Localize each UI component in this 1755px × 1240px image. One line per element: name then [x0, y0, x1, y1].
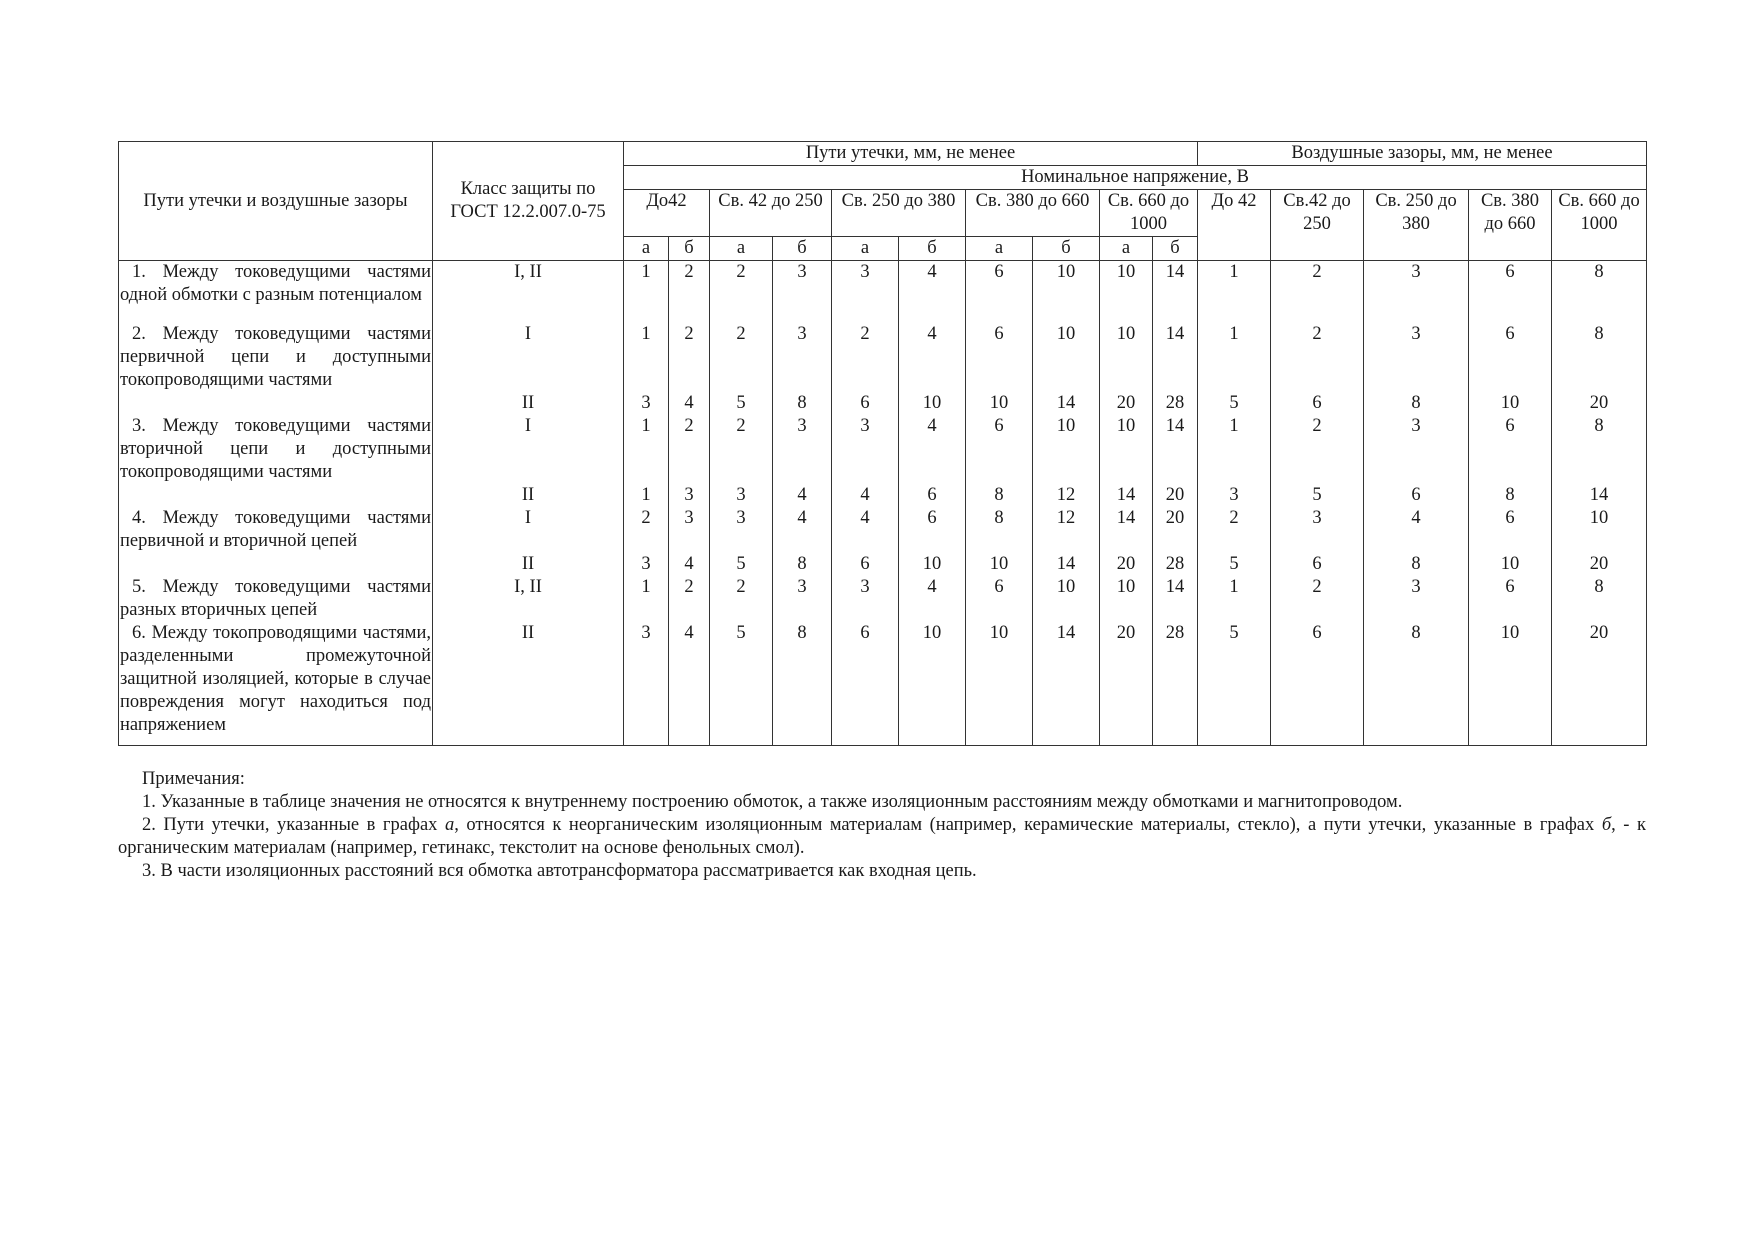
- value-cell: 3: [773, 323, 832, 392]
- row-description: [119, 576, 433, 622]
- value-cell: 2: [669, 576, 710, 622]
- value-cell: 14: [1100, 484, 1153, 507]
- value-cell: 3: [773, 576, 832, 622]
- value-cell: 10: [1100, 261, 1153, 323]
- value-cell: 2: [710, 323, 773, 392]
- row-protection-class: II: [433, 553, 624, 576]
- value-cell: 8: [1552, 415, 1647, 484]
- value-cell: 14: [1153, 576, 1198, 622]
- row-description: [119, 484, 433, 507]
- value-cell: 4: [899, 261, 966, 323]
- value-cell: 2: [1271, 261, 1364, 323]
- value-cell: 14: [1033, 622, 1100, 746]
- value-cell: 4: [899, 323, 966, 392]
- value-cell: 20: [1100, 392, 1153, 415]
- value-cell: 5: [710, 622, 773, 746]
- sub-col-b: б: [669, 237, 710, 261]
- value-cell: 10: [1469, 392, 1552, 415]
- value-cell: 4: [669, 553, 710, 576]
- value-cell: 6: [1271, 553, 1364, 576]
- value-cell: 8: [773, 392, 832, 415]
- value-cell: 28: [1153, 553, 1198, 576]
- table-row: [119, 415, 1647, 484]
- sub-col-b: б: [773, 237, 832, 261]
- value-cell: 3: [624, 553, 669, 576]
- value-cell: 2: [624, 507, 669, 553]
- value-cell: 6: [966, 261, 1033, 323]
- clearance-voltage-0: До 42: [1198, 190, 1271, 261]
- value-cell: 14: [1552, 484, 1647, 507]
- table-row: [119, 261, 1647, 323]
- header-creepage: Пути утечки, мм, не менее: [624, 142, 1198, 166]
- value-cell: 8: [966, 507, 1033, 553]
- value-cell: 10: [899, 392, 966, 415]
- value-cell: 1: [624, 415, 669, 484]
- value-cell: 10: [1552, 507, 1647, 553]
- value-cell: 1: [1198, 576, 1271, 622]
- note-2-italic-b: б: [1601, 815, 1612, 835]
- value-cell: 6: [899, 507, 966, 553]
- value-cell: 5: [710, 553, 773, 576]
- table-row: [119, 553, 1647, 576]
- value-cell: 8: [1552, 323, 1647, 392]
- note-2: [118, 814, 1646, 860]
- value-cell: 5: [1198, 553, 1271, 576]
- value-cell: 2: [710, 415, 773, 484]
- value-cell: 2: [1271, 576, 1364, 622]
- value-cell: 10: [1100, 323, 1153, 392]
- note-2-part-b: , относятся к неорганическим изоляционным материалам (например, керамические материалы, стекло), а пути утечки, указанные в графах: [454, 815, 1602, 835]
- row-description: [119, 622, 433, 746]
- value-cell: 20: [1552, 622, 1647, 746]
- row-description: [119, 507, 433, 553]
- value-cell: 10: [966, 622, 1033, 746]
- insulation-distances-table: [118, 141, 1647, 746]
- value-cell: 1: [624, 261, 669, 323]
- value-cell: 20: [1552, 392, 1647, 415]
- value-cell: 10: [899, 622, 966, 746]
- value-cell: 10: [1469, 622, 1552, 746]
- table-row: [119, 576, 1647, 622]
- value-cell: 3: [669, 484, 710, 507]
- clearance-voltage-3: Св. 380 до 660: [1469, 190, 1552, 261]
- value-cell: 5: [710, 392, 773, 415]
- value-cell: 8: [1469, 484, 1552, 507]
- value-cell: 3: [773, 261, 832, 323]
- note-2-part-c: , - к органическим материалам (например, гетинакс, текстолит на основе фенольных смол).: [118, 815, 1646, 858]
- value-cell: 10: [1033, 415, 1100, 484]
- document-page: [118, 141, 1646, 883]
- value-cell: 10: [966, 392, 1033, 415]
- value-cell: 14: [1153, 415, 1198, 484]
- row-description-text: 6. Между токопроводящими частями, разделенными промежуточной защитной изоляцией, которые в случае повреждения могут находиться под напряжением: [120, 622, 431, 735]
- row-description: [119, 415, 433, 484]
- value-cell: 6: [1469, 507, 1552, 553]
- sub-col-b: б: [1153, 237, 1198, 261]
- value-cell: 2: [669, 415, 710, 484]
- value-cell: 6: [1364, 484, 1469, 507]
- value-cell: 1: [624, 323, 669, 392]
- value-cell: 1: [1198, 415, 1271, 484]
- note-2-part-a: 2. Пути утечки, указанные в графах: [142, 815, 445, 835]
- row-description-text: 3. Между токоведущими частями вторичной цепи и доступными токопроводящими частями: [120, 415, 431, 482]
- header-clearance: Воздушные зазоры, мм, не менее: [1198, 142, 1647, 166]
- sub-col-a: а: [710, 237, 773, 261]
- value-cell: 6: [832, 553, 899, 576]
- row-description: [119, 323, 433, 392]
- value-cell: 4: [832, 507, 899, 553]
- value-cell: 4: [773, 507, 832, 553]
- value-cell: 8: [773, 553, 832, 576]
- value-cell: 3: [624, 622, 669, 746]
- value-cell: 6: [832, 622, 899, 746]
- row-protection-class: I, II: [433, 261, 624, 323]
- header-protection-class: Класс защиты по ГОСТ 12.2.007.0-75: [433, 142, 624, 261]
- value-cell: 3: [710, 484, 773, 507]
- table-row: [119, 622, 1647, 746]
- value-cell: 10: [1033, 576, 1100, 622]
- row-protection-class: II: [433, 392, 624, 415]
- value-cell: 3: [773, 415, 832, 484]
- value-cell: 3: [1364, 261, 1469, 323]
- row-protection-class: I, II: [433, 576, 624, 622]
- value-cell: 3: [832, 415, 899, 484]
- value-cell: 8: [1364, 622, 1469, 746]
- row-protection-class: II: [433, 484, 624, 507]
- value-cell: 8: [1552, 261, 1647, 323]
- value-cell: 6: [966, 576, 1033, 622]
- row-description-text: 1. Между токоведущими частями одной обмотки с разным потенциалом: [120, 262, 431, 305]
- value-cell: 2: [1271, 323, 1364, 392]
- value-cell: 20: [1153, 484, 1198, 507]
- value-cell: 2: [710, 261, 773, 323]
- row-description-text: 2. Между токоведущими частями первичной цепи и доступными токопроводящими частями: [120, 323, 431, 390]
- row-protection-class: I: [433, 507, 624, 553]
- value-cell: 4: [773, 484, 832, 507]
- value-cell: 28: [1153, 622, 1198, 746]
- row-description: [119, 392, 433, 415]
- value-cell: 3: [1271, 507, 1364, 553]
- value-cell: 5: [1198, 622, 1271, 746]
- value-cell: 5: [1271, 484, 1364, 507]
- value-cell: 6: [1469, 576, 1552, 622]
- value-cell: 6: [832, 392, 899, 415]
- value-cell: 3: [1364, 576, 1469, 622]
- value-cell: 6: [966, 323, 1033, 392]
- notes-title: Примечания:: [142, 769, 245, 789]
- value-cell: 3: [710, 507, 773, 553]
- creepage-voltage-2: Св. 250 до 380: [832, 190, 966, 237]
- row-description: [119, 261, 433, 323]
- row-protection-class: II: [433, 622, 624, 746]
- value-cell: 3: [1198, 484, 1271, 507]
- value-cell: 8: [773, 622, 832, 746]
- value-cell: 3: [669, 507, 710, 553]
- value-cell: 10: [1033, 323, 1100, 392]
- value-cell: 2: [710, 576, 773, 622]
- note-1: 1. Указанные в таблице значения не относятся к внутреннему построению обмоток, а также изоляционным расстояниям между обмотками и магнитопроводом.: [142, 792, 1403, 812]
- value-cell: 5: [1198, 392, 1271, 415]
- clearance-voltage-1: Св.42 до 250: [1271, 190, 1364, 261]
- sub-col-b: б: [1033, 237, 1100, 261]
- creepage-voltage-1: Св. 42 до 250: [710, 190, 832, 237]
- value-cell: 2: [669, 323, 710, 392]
- value-cell: 12: [1033, 507, 1100, 553]
- value-cell: 14: [1100, 507, 1153, 553]
- row-protection-class: I: [433, 323, 624, 392]
- value-cell: 6: [1469, 323, 1552, 392]
- value-cell: 2: [1198, 507, 1271, 553]
- note-3: 3. В части изоляционных расстояний вся обмотка автотрансформатора рассматривается как входная цепь.: [142, 861, 977, 881]
- value-cell: 1: [624, 576, 669, 622]
- value-cell: 20: [1100, 553, 1153, 576]
- value-cell: 14: [1033, 553, 1100, 576]
- notes-section: [118, 768, 1646, 883]
- value-cell: 6: [1271, 622, 1364, 746]
- value-cell: 4: [669, 392, 710, 415]
- value-cell: 10: [966, 553, 1033, 576]
- value-cell: 1: [1198, 261, 1271, 323]
- sub-col-a: а: [966, 237, 1033, 261]
- value-cell: 6: [1469, 261, 1552, 323]
- value-cell: 20: [1100, 622, 1153, 746]
- value-cell: 10: [1100, 415, 1153, 484]
- value-cell: 10: [1100, 576, 1153, 622]
- value-cell: 8: [1552, 576, 1647, 622]
- value-cell: 6: [1271, 392, 1364, 415]
- table-row: [119, 323, 1647, 392]
- value-cell: 3: [624, 392, 669, 415]
- table-row: [119, 392, 1647, 415]
- row-description-text: 4. Между токоведущими частями первичной и вторичной цепей: [120, 507, 431, 551]
- value-cell: 6: [966, 415, 1033, 484]
- header-paths: Пути утечки и воздушные зазоры: [119, 142, 433, 261]
- value-cell: 12: [1033, 484, 1100, 507]
- note-2-italic-a: а: [444, 815, 455, 835]
- clearance-voltage-2: Св. 250 до 380: [1364, 190, 1469, 261]
- value-cell: 14: [1153, 261, 1198, 323]
- creepage-voltage-0: До42: [624, 190, 710, 237]
- value-cell: 3: [1364, 323, 1469, 392]
- sub-col-a: а: [624, 237, 669, 261]
- value-cell: 4: [899, 415, 966, 484]
- sub-col-a: а: [832, 237, 899, 261]
- sub-col-a: а: [1100, 237, 1153, 261]
- clearance-voltage-4: Св. 660 до 1000: [1552, 190, 1647, 261]
- value-cell: 20: [1153, 507, 1198, 553]
- sub-col-b: б: [899, 237, 966, 261]
- header-nominal-voltage: Номинальное напряжение, В: [624, 166, 1647, 190]
- value-cell: 6: [1469, 415, 1552, 484]
- value-cell: 4: [1364, 507, 1469, 553]
- value-cell: 3: [832, 576, 899, 622]
- value-cell: 14: [1153, 323, 1198, 392]
- value-cell: 4: [899, 576, 966, 622]
- value-cell: 6: [899, 484, 966, 507]
- value-cell: 14: [1033, 392, 1100, 415]
- value-cell: 4: [669, 622, 710, 746]
- row-protection-class: I: [433, 415, 624, 484]
- value-cell: 3: [1364, 415, 1469, 484]
- value-cell: 1: [1198, 323, 1271, 392]
- value-cell: 2: [832, 323, 899, 392]
- table-row: [119, 507, 1647, 553]
- value-cell: 8: [1364, 553, 1469, 576]
- value-cell: 10: [899, 553, 966, 576]
- creepage-voltage-4: Св. 660 до 1000: [1100, 190, 1198, 237]
- value-cell: 8: [1364, 392, 1469, 415]
- row-description: [119, 553, 433, 576]
- value-cell: 10: [1033, 261, 1100, 323]
- table-row: [119, 484, 1647, 507]
- creepage-voltage-3: Св. 380 до 660: [966, 190, 1100, 237]
- value-cell: 1: [624, 484, 669, 507]
- value-cell: 3: [832, 261, 899, 323]
- value-cell: 20: [1552, 553, 1647, 576]
- value-cell: 2: [1271, 415, 1364, 484]
- row-description-text: 5. Между токоведущими частями разных вторичных цепей: [120, 576, 431, 620]
- value-cell: 2: [669, 261, 710, 323]
- value-cell: 4: [832, 484, 899, 507]
- value-cell: 28: [1153, 392, 1198, 415]
- value-cell: 10: [1469, 553, 1552, 576]
- value-cell: 8: [966, 484, 1033, 507]
